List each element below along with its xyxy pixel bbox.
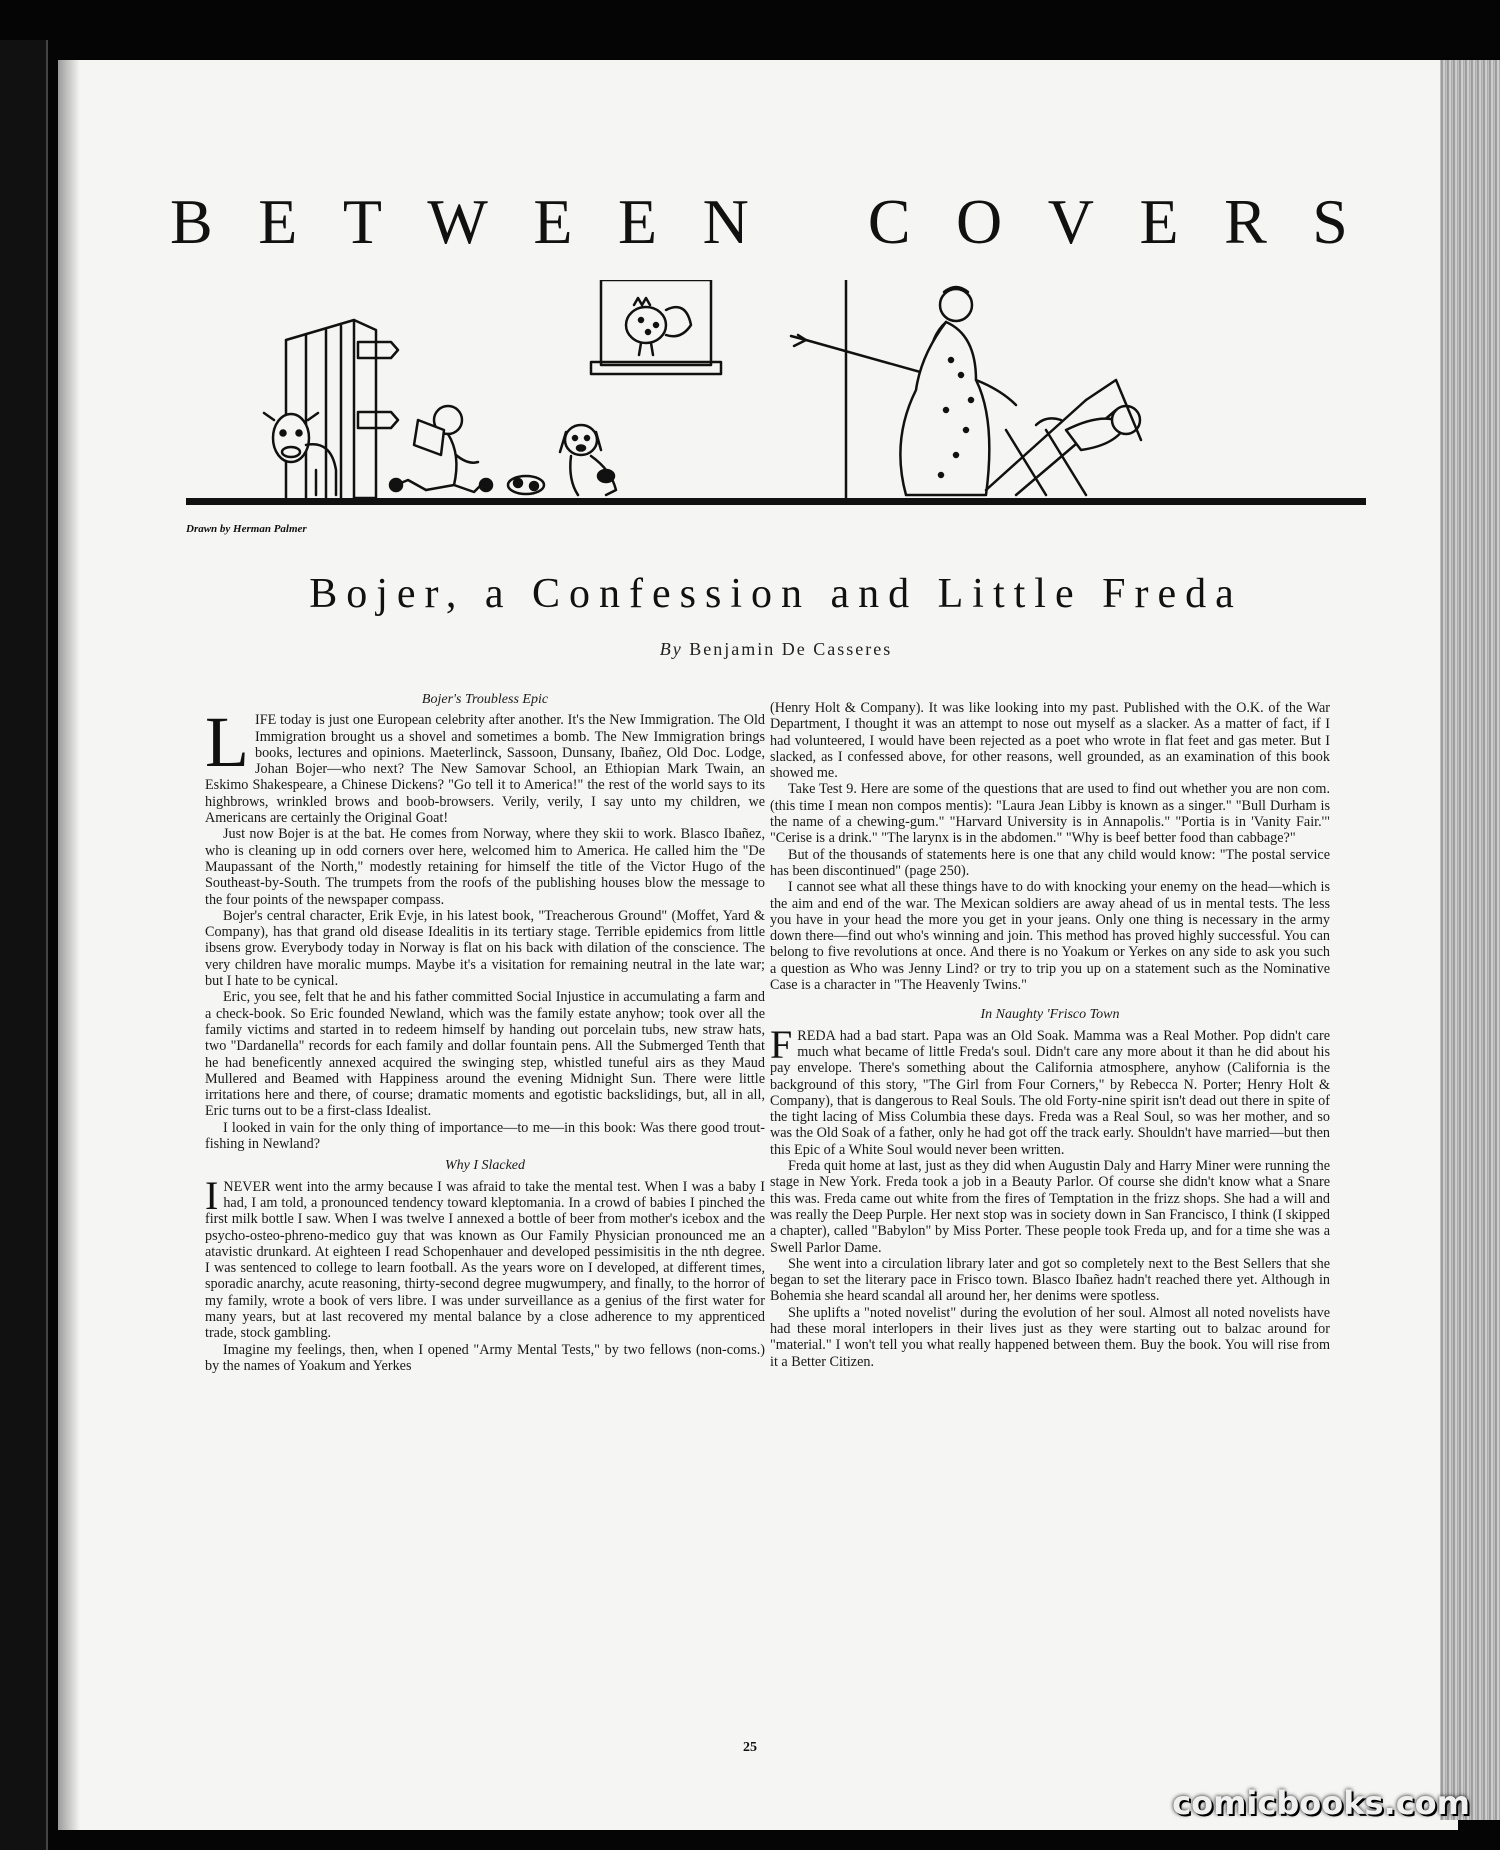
subhead-bojer: Bojer's Troubless Epic bbox=[421, 692, 549, 707]
watermark: comicbooks.com bbox=[1172, 1784, 1470, 1822]
dog-drawing bbox=[560, 425, 616, 495]
paragraph: Bojer's central character, Erik Evje, in his latest book, "Treacherous Ground" (Moffet, Yard & Company), has that grand old disease Idealitis in its tertiary stage. Terrible epidemics from little ibsens grow. Everybody today in Norway is flat on his back with dilation of the conscience. The very children have moralic mumps. Maybe it's a visitation for remaining neutral in the late war; but I hate to be cynical. bbox=[205, 907, 765, 990]
section-title-letter: O bbox=[956, 186, 1005, 257]
woman-pointing-drawing bbox=[791, 287, 1016, 495]
drop-cap: I bbox=[205, 1172, 219, 1218]
child-reading-drawing bbox=[390, 406, 492, 492]
paragraph: She went into a circulation library later and got so completely next to the Best Sellers that she began to set the literary pace in Frisco town. Blasco Ibañez hadn't reached there yet. Although in Bohemia she heard scandal all around her, her denims were spotless. bbox=[770, 1255, 1330, 1305]
section-title-letter: E bbox=[258, 186, 300, 257]
section-title-letter: T bbox=[342, 186, 384, 257]
paragraph-text: REDA had a bad start. Papa was an Old Soak. Mamma was a Real Mother. Pop didn't care much what became of little Freda's soul. Didn't care any more about it than he did about his pay envelope. There's something about the California atmosphere, anyhow (California is the background of this story, "The Girl from Four Corners," by Rebecca N. Porter; Henry Holt & Company), that is dangerous to Real Souls. The old Forty-nine spirit isn't dead out there in spite of the tight lacing of Miss Columbia these days. Freda was a Real Soul, so was her mother, and so was the Old Soak of a father, only he had got off the track early. Shouldn't have married—but then this Epic of a White Soul would never been written. bbox=[770, 1027, 1330, 1158]
left-page-edge bbox=[0, 40, 48, 1850]
rooster-picture-drawing bbox=[591, 280, 721, 374]
author-name: Benjamin De Casseres bbox=[689, 639, 893, 659]
section-title-letter: E bbox=[617, 186, 660, 257]
section-title-gap bbox=[794, 185, 824, 259]
page-edges bbox=[1440, 60, 1500, 1820]
paragraph bbox=[770, 1021, 1330, 1158]
paragraph: Just now Bojer is at the bat. He comes from Norway, where they skii to work. Blasco Ibañez, who is cleaning up in odd corners over here, welcomed him to America. He called him the "De Maupassant of the North," modestly retaining for himself the title of the Victor Hugo of the Southeast-by-South. The trumpets from the roofs of the publishing houses blow the message to the four points of the newspaper compass. bbox=[205, 826, 765, 908]
open-door-drawing bbox=[286, 320, 398, 498]
subhead-frisco: In Naughty 'Frisco Town bbox=[980, 1007, 1120, 1023]
drop-cap: L bbox=[205, 702, 249, 783]
paragraph: Imagine my feelings, then, when I opened "Army Mental Tests," by two fellows (non-coms.) by the names of Yoakum and Yerkes bbox=[205, 1341, 765, 1374]
section-title-letter: S bbox=[1312, 186, 1350, 257]
paragraph bbox=[205, 702, 765, 827]
paragraph: Eric, you see, felt that he and his father committed Social Injustice in accumulating a farm and a check-book. So Eric founded Newland, which was the family estate anyhow; took over all the family victims and started in to redeem himself by handing out porcelain tubs, new straw hats, two "Dardanella" records for each family and dollar fountain pens. All the Submerged Tenth that he had beneficently annexed acquired the swinging step, whistled tuneful airs as they Maud Mullered and Beamed with Happiness around the evening Midnight Sun. There were little irritations here and there, of course; dramatic moments and egotistic backslidings, but, all in all, Eric turns out to be a first-class Idealist. bbox=[205, 989, 765, 1120]
byline-prefix: By bbox=[659, 639, 683, 659]
paragraph: Take Test 9. Here are some of the questions that are used to find out whether you are non com. (this time I mean non compos mentis): "Laura Jean Libby is known as a singer." "Bull Durham is the name of a chewing-gum." "Harvard University is in Annapolis." "Portia is in 'Vanity Fair.'" "Cerise is a drink." "The larynx is in the abdomen." "Why is beef better food than cabbage?" bbox=[770, 781, 1330, 847]
paragraph bbox=[205, 1172, 765, 1342]
section-title-letter: E bbox=[1139, 186, 1181, 257]
drop-cap: F bbox=[770, 1021, 793, 1067]
illustration-credit: Drawn by Herman Palmer bbox=[186, 523, 307, 535]
page-number: 25 bbox=[743, 1740, 757, 1755]
paragraph: Freda quit home at last, just as they did when Augustin Daly and Harry Miner were running the stage in New York. Freda took a job in a Beauty Parlor. Of course she didn't know what a Snare this was. Freda came out white from the fires of Temptation in the frizz shops. She had a will and was really the Deep Purple. Her next stop was in society down in San Francisco, I think (I skipped a chapter), called "Babylon" by Miss Porter. These people took Freda up, and for a time she was a Swell Parlor Dame. bbox=[770, 1158, 1330, 1256]
section-title-letter: B bbox=[170, 186, 215, 257]
section-title-letter: E bbox=[533, 186, 575, 257]
left-column bbox=[205, 686, 765, 1374]
section-title-letter: C bbox=[867, 186, 913, 257]
paragraph-text: IFE today is just one European celebrity after another. It's the New Immigration. The Old Immigration brought us a shovel and sometimes a bomb. The New Immigration brings books, lectures and opinions. Maeterlinck, Sassoon, Dunsany, Ibañez, Old Doc. Lodge, Johan Bojer—who next? The New Samovar School, an Ethiopian Mark Twain, an Eskimo Shakespeare, a Chinese Dickens? "Go tell it to America!" the rest of the world says to its highbrows, wrinkled brows and boob-browsers. Verily, verily, I say unto my children, we Americans are certainly the Original Goat! bbox=[205, 712, 765, 827]
paragraph: I looked in vain for the only thing of importance—to me—in this book: Was there good trout-fishing in Newland? bbox=[205, 1119, 765, 1153]
binding-shadow bbox=[58, 60, 80, 1830]
section-title-letter: W bbox=[427, 186, 490, 257]
toy-pile-drawing bbox=[508, 476, 544, 494]
deck-chair-drawing bbox=[986, 380, 1141, 495]
paragraph: (Henry Holt & Company). It was like looking into my past. Published with the O.K. of the War Department, I thought it was an attempt to nose out myself as a slacker. As a matter of fact, if I had volunteered, I would have been rejected as a poet who wrote in flat feet and gas meter. But I slacked, as I confessed above, for other reasons, well grounded, as an examination of this book showed me. bbox=[770, 700, 1330, 782]
section-title bbox=[170, 185, 1350, 259]
right-column bbox=[770, 700, 1330, 1370]
section-title-letter: V bbox=[1047, 186, 1096, 257]
header-illustration bbox=[186, 280, 1366, 520]
article-title: Bojer, a Confession and Little Freda bbox=[309, 571, 1243, 617]
paragraph-text: NEVER went into the army because I was afraid to take the mental test. When I was a baby I had, I am told, a pronounced tendency toward kleptomania. In a crowd of babies I pinched the first milk bottle I saw. When I was twelve I annexed a bottle of beer from mother's icebox and the psycho-osteo-phreno-medico guy that was known as Our Family Physician pronounced me an atavistic drunkard. At eighteen I read Schopenhauer and developed pessimisitis in the nth degree. I was sentenced to college to learn football. As the years wore on I developed, at different times, sporadic anarchy, acute reasoning, thirty-second degree mugwumpery, and finally, to the horror of my family, wrote a book of vers libre. I was under surveillance as a genius of the first water for many years, but at last recovered my mental balance by a close adherence to my apprenticed trade, stock gambling. bbox=[205, 1178, 765, 1342]
paragraph: I cannot see what all these things have to do with knocking your enemy on the head—which is the aim and end of the war. The Mexican soldiers are away ahead of us in mental tests. The less you have in your head the more you get in your jeans. Only one thing is necessary in the army down there—find out who's winning and join. This method has proved highly successful. You can belong to five revolutions at once. And there is no Yoakum or Yerkes on any side to ask you such a question as Who was Jenny Lind? or try to trip you up on a statement such as the Nominative Case is a character in "The Heavenly Twins." bbox=[770, 879, 1330, 994]
section-title-letter: R bbox=[1224, 186, 1269, 257]
paragraph: She uplifts a "noted novelist" during the evolution of her soul. Almost all noted novelists have had these moral interlopers in their lives just as they were starting out to balzac around for "material." I won't tell you what really happened between them. Buy the book. You will rise from it a Better Citizen. bbox=[770, 1304, 1330, 1370]
section-title-letter: N bbox=[702, 186, 751, 257]
byline bbox=[186, 639, 1366, 660]
subhead-slacked: Why I Slacked bbox=[444, 1158, 526, 1174]
paragraph: But of the thousands of statements here is one that any child would know: "The postal service has been discontinued" (page 250). bbox=[770, 846, 1330, 879]
